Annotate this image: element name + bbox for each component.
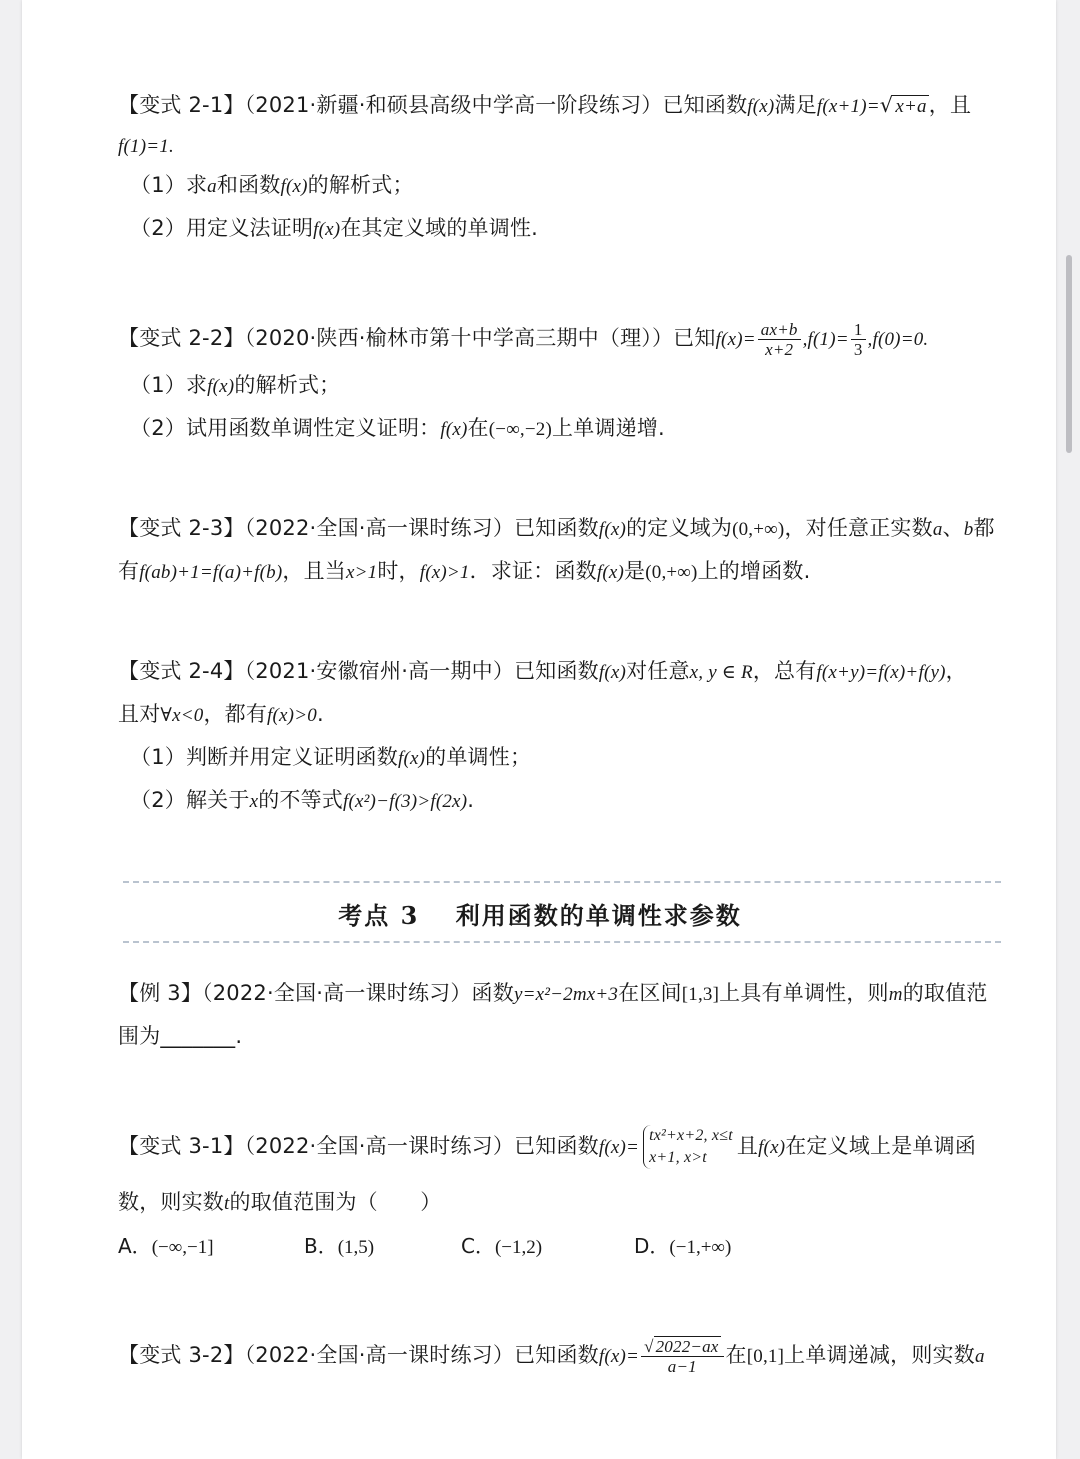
problem-2-1-q2: （2）用定义法证明f(x)在其定义域的单调性. bbox=[130, 216, 539, 240]
problem-2-2-q2: （2）试用函数单调性定义证明：f(x)在(−∞,−2)上单调递增. bbox=[130, 416, 665, 440]
problem-source: （2022·全国·高一课时练习） bbox=[244, 516, 515, 540]
example-3-line-1: 【例 3】（2022·全国·高一课时练习）函数y=x²−2mx+3在区间[1,3]上具有单调性，则m的取值范 bbox=[118, 981, 988, 1005]
problem-2-1-line-2: f(1)=1. bbox=[118, 136, 174, 157]
fraction: $\frac{ax+b}{x+2}$ bbox=[758, 320, 801, 359]
problem-2-4-line-2: 且对∀x<0，都有f(x)>0. bbox=[118, 702, 324, 726]
scrollbar[interactable] bbox=[1066, 255, 1072, 453]
problem-label: 【变式 2-2】 bbox=[118, 326, 245, 350]
problem-label: 【变式 2-1】 bbox=[118, 93, 245, 117]
problem-label: 【变式 2-4】 bbox=[118, 659, 245, 683]
problem-source: （2021·安徽宿州·高一期中） bbox=[244, 659, 515, 683]
example-3-line-2: 围为_______. bbox=[118, 1024, 243, 1048]
problem-2-4-line-1: 【变式 2-4】（2021·安徽宿州·高一期中）已知函数f(x)对任意x, y ∈ R，总有f(x+y)=f(x)+f(y)， bbox=[118, 659, 967, 683]
option-d: D．(−1,+∞) bbox=[634, 1234, 732, 1258]
problem-source: （2022·全国·高一课时练习） bbox=[244, 1134, 515, 1158]
problem-2-1-line-1: 【变式 2-1】（2021·新疆·和硕县高级中学高一阶段练习）已知函数f(x)满足f(x+1)=√ x+a，且 bbox=[118, 93, 972, 117]
problem-2-3-line-2: 有f(ab)+1=f(a)+f(b)，且当x>1时，f(x)>1．求证：函数f(x)是(0,+∞)上的增函数. bbox=[118, 559, 811, 583]
problem-label: 【例 3】 bbox=[118, 981, 203, 1005]
option-c: C．(−1,2) bbox=[461, 1234, 543, 1258]
problem-2-4-q2: （2）解关于x的不等式f(x²)−f(3)>f(2x). bbox=[130, 788, 475, 812]
fraction: $\frac{√ 2022-ax}{a-1}$ bbox=[641, 1337, 723, 1376]
problem-2-2-q1: （1）求f(x)的解析式； bbox=[130, 373, 341, 397]
fraction: $\frac{1}{3}$ bbox=[851, 320, 866, 359]
piecewise-function: tx²+x+2, x≤t x+1, x>t bbox=[643, 1125, 733, 1169]
problem-label: 【变式 2-3】 bbox=[118, 516, 245, 540]
problem-source: （2021·新疆·和硕县高级中学高一阶段练习） bbox=[244, 93, 663, 117]
option-a: A．(−∞,−1] bbox=[118, 1234, 214, 1258]
problem-3-1-line-1: 【变式 3-1】（2022·全国·高一课时练习）已知函数f(x)= tx²+x+2, x≤t x+1, x>t 且f(x)在定义域上是单调函 bbox=[118, 1120, 976, 1174]
problem-2-3-line-1: 【变式 2-3】（2022·全国·高一课时练习）已知函数f(x)的定义域为(0,+∞)，对任意正实数a、b都 bbox=[118, 516, 995, 540]
problem-3-2-line-1: 【变式 3-2】（2022·全国·高一课时练习）已知函数f(x)= $\frac{√ 2022-ax}{a-1}$ 在[0,1]上单调递减，则实数a bbox=[118, 1336, 985, 1376]
problem-source: （2022·全国·高一课时练习） bbox=[202, 981, 472, 1005]
sqrt-expression: x+a bbox=[895, 96, 927, 117]
answer-blank: _______ bbox=[160, 1024, 236, 1048]
problem-source: （2022·全国·高一课时练习） bbox=[244, 1343, 515, 1367]
problem-3-1-line-2: 数，则实数t的取值范围为（ ） bbox=[118, 1190, 442, 1214]
problem-label: 【变式 3-1】 bbox=[118, 1134, 245, 1158]
document-page bbox=[22, 0, 1056, 1459]
section-title: 考点 3 利用函数的单调性求参数 bbox=[338, 901, 742, 930]
problem-2-4-q1: （1）判断并用定义证明函数f(x)的单调性； bbox=[130, 745, 532, 769]
problem-label: 【变式 3-2】 bbox=[118, 1343, 245, 1367]
section-divider-bottom bbox=[123, 941, 1001, 943]
problem-source: （2020·陕西·榆林市第十中学高三期中（理）） bbox=[244, 326, 674, 350]
problem-2-1-q1: （1）求a和函数f(x)的解析式； bbox=[130, 173, 414, 197]
option-b: B．(1,5) bbox=[304, 1234, 375, 1258]
section-divider-top bbox=[123, 881, 1001, 883]
problem-2-2-line-1: 【变式 2-2】（2020·陕西·榆林市第十中学高三期中（理））已知f(x)= $\frac{ax+b}{x+2}$ ,f(1)= $\frac{1}{3}$ ,f(0)=0. bbox=[118, 319, 929, 359]
